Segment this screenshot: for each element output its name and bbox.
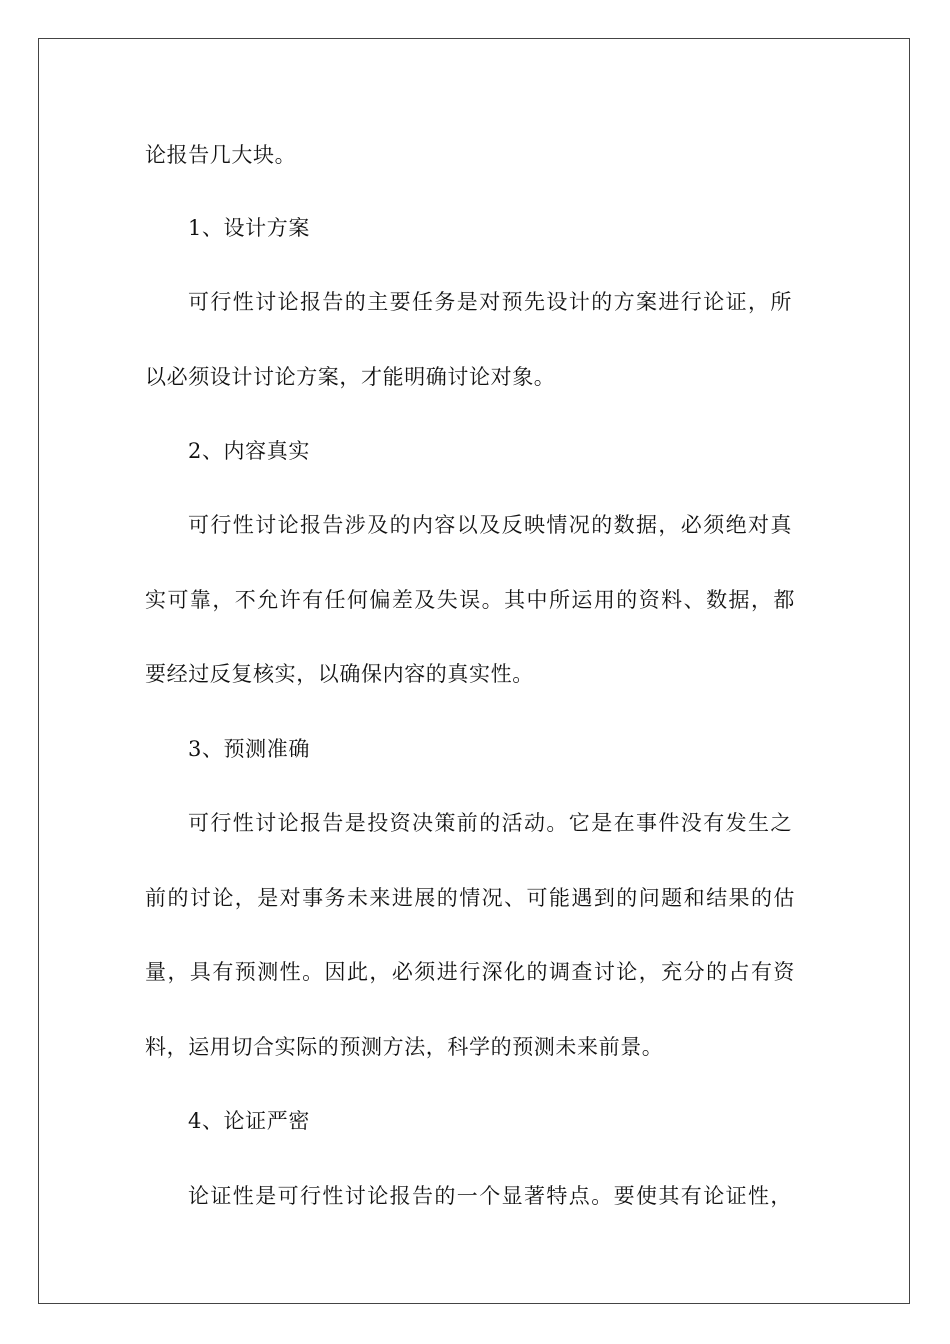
paragraph-line: 要经过反复核实，以确保内容的真实性。	[145, 662, 534, 686]
section-heading-2: 2、内容真实	[188, 439, 310, 463]
section-heading-1: 1、设计方案	[188, 216, 310, 240]
paragraph-continuation: 论报告几大块。	[145, 143, 297, 167]
paragraph-line: 可行性讨论报告涉及的内容以及反映情况的数据，必须绝对真	[188, 513, 792, 537]
paragraph-line: 可行性讨论报告的主要任务是对预先设计的方案进行论证，所	[188, 290, 792, 314]
paragraph-line: 可行性讨论报告是投资决策前的活动。它是在事件没有发生之	[188, 811, 792, 835]
paragraph-line: 量，具有预测性。因此，必须进行深化的调查讨论，充分的占有资	[145, 960, 795, 984]
paragraph-line: 论证性是可行性讨论报告的一个显著特点。要使其有论证性，	[188, 1184, 792, 1208]
paragraph-line: 料，运用切合实际的预测方法，科学的预测未来前景。	[145, 1035, 664, 1059]
paragraph-line: 实可靠，不允许有任何偏差及失误。其中所运用的资料、数据，都	[145, 588, 795, 612]
section-heading-4: 4、论证严密	[188, 1109, 310, 1133]
section-heading-3: 3、预测准确	[188, 737, 310, 761]
paragraph-line: 以必须设计讨论方案，才能明确讨论对象。	[145, 365, 556, 389]
paragraph-line: 前的讨论，是对事务未来进展的情况、可能遇到的问题和结果的估	[145, 886, 795, 910]
